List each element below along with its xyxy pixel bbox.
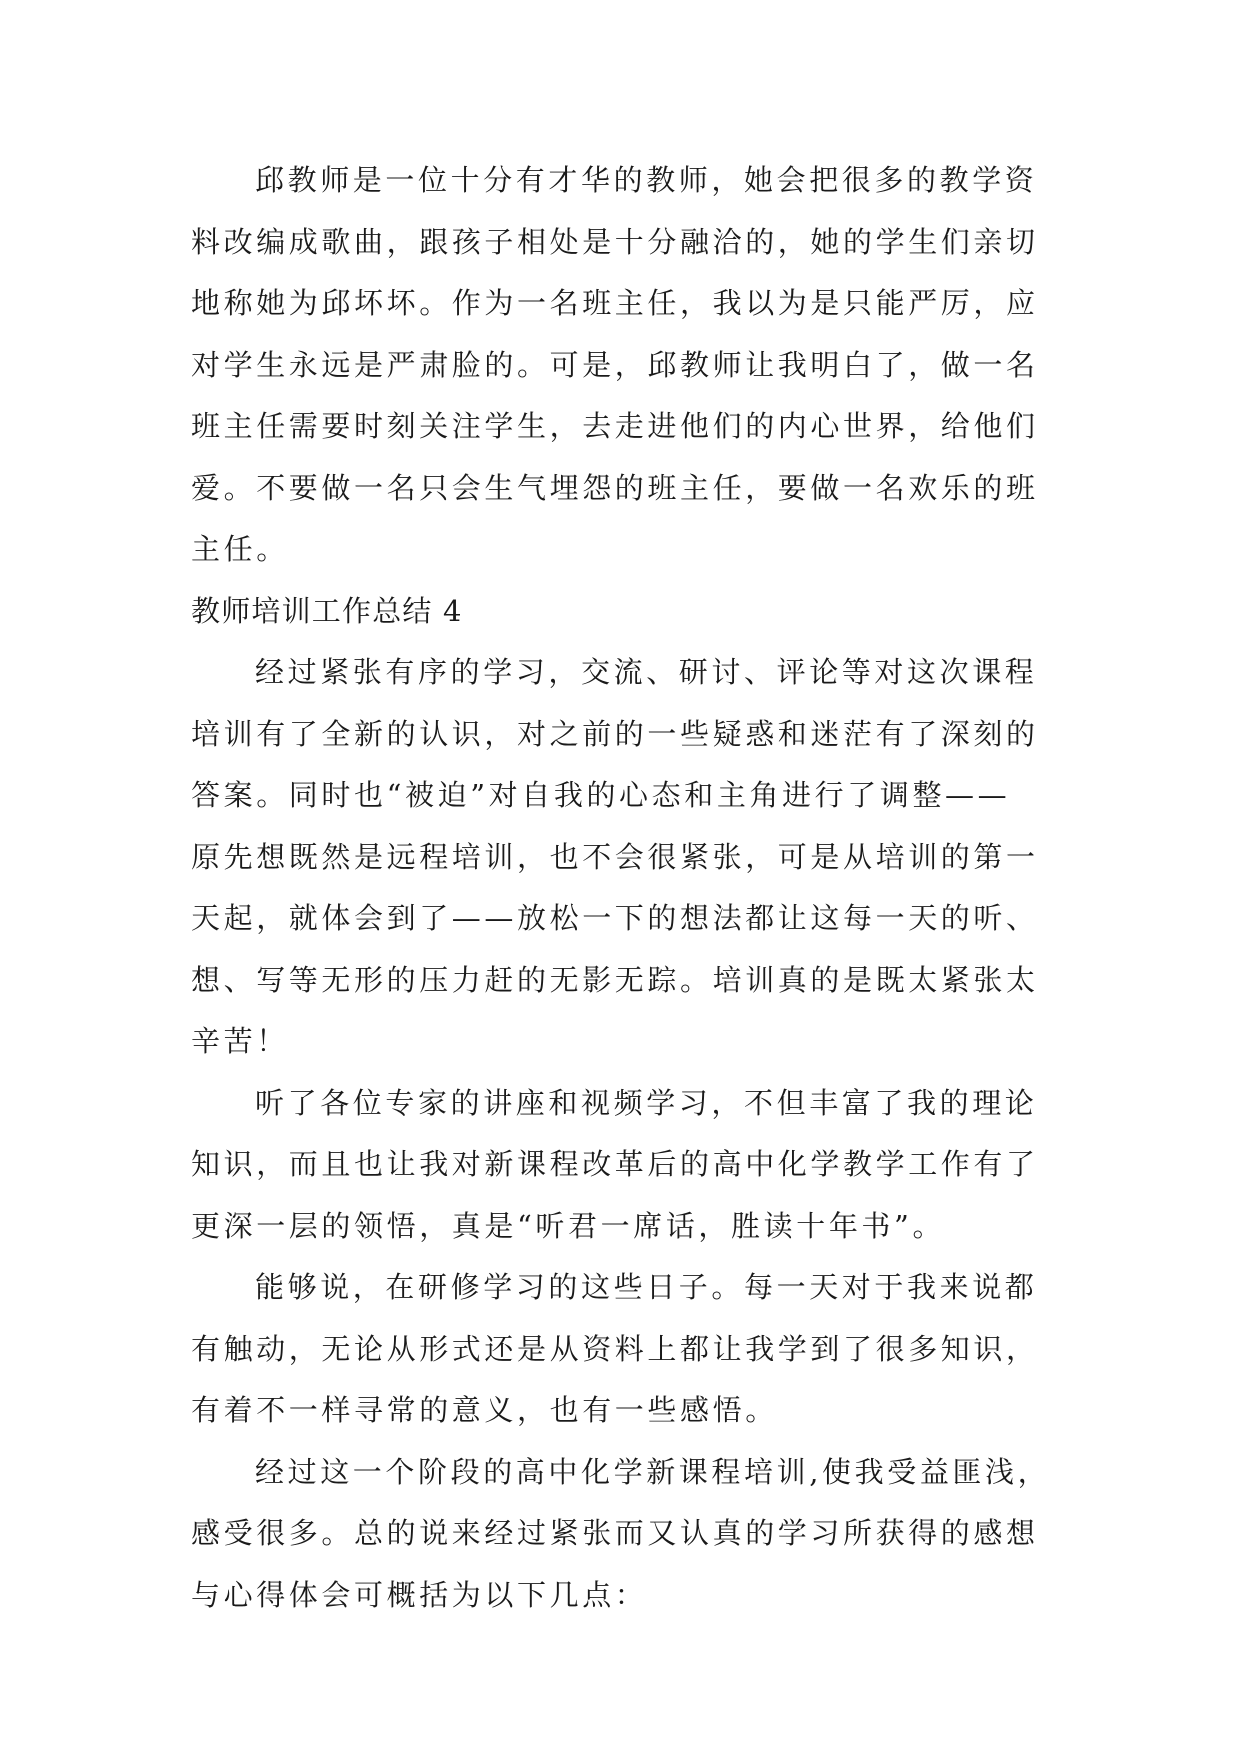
paragraph-line: 地称她为邱坏坏。作为一名班主任，我以为是只能严厉，应 bbox=[191, 286, 1039, 320]
paragraph-line: 更深一层的领悟，真是“听君一席话，胜读十年书”。 bbox=[191, 1208, 946, 1243]
paragraph-line: 经过这一个阶段的高中化学新课程培训,使我受益匪浅， bbox=[255, 1454, 1051, 1489]
document-body bbox=[191, 150, 1051, 1626]
paragraph-line: 原先想既然是远程培训，也不会很紧张，可是从培训的第一 bbox=[191, 839, 1039, 874]
paragraph-line: 邱教师是一位十分有才华的教师，她会把很多的教学资 bbox=[255, 163, 1038, 197]
paragraph-line: 与心得体会可概括为以下几点： bbox=[191, 1577, 648, 1612]
paragraph-line: 有着不一样寻常的意义，也有一些感悟。 bbox=[191, 1393, 778, 1427]
paragraph-line: 辛苦！ bbox=[191, 1024, 289, 1058]
paragraph-line: 爱。不要做一名只会生气埋怨的班主任，要做一名欢乐的班 bbox=[191, 470, 1039, 505]
paragraph-line: 感受很多。总的说来经过紧张而又认真的学习所获得的感想 bbox=[191, 1516, 1039, 1550]
paragraph-line: 答案。同时也“被迫”对自我的心态和主角进行了调整—— bbox=[191, 778, 1011, 812]
paragraph-line: 能够说，在研修学习的这些日子。每一天对于我来说都 bbox=[255, 1270, 1038, 1304]
paragraph-line: 主任。 bbox=[191, 532, 289, 566]
section-heading: 教师培训工作总结 4 bbox=[191, 593, 463, 628]
paragraph-line: 经过紧张有序的学习，交流、研讨、评论等对这次课程 bbox=[255, 655, 1038, 689]
paragraph-line: 听了各位专家的讲座和视频学习，不但丰富了我的理论 bbox=[255, 1085, 1038, 1120]
paragraph-line: 想、写等无形的压力赶的无影无踪。培训真的是既太紧张太 bbox=[191, 962, 1039, 997]
paragraph-line: 班主任需要时刻关注学生，去走进他们的内心世界，给他们 bbox=[191, 409, 1039, 443]
paragraph-line: 天起，就体会到了——放松一下的想法都让这每一天的听、 bbox=[191, 901, 1039, 935]
paragraph-line: 料改编成歌曲，跟孩子相处是十分融洽的，她的学生们亲切 bbox=[191, 224, 1039, 259]
paragraph-line: 知识，而且也让我对新课程改革后的高中化学教学工作有了 bbox=[191, 1147, 1039, 1181]
paragraph-line: 对学生永远是严肃脸的。可是，邱教师让我明白了，做一名 bbox=[191, 347, 1039, 382]
paragraph-line: 有触动，无论从形式还是从资料上都让我学到了很多知识， bbox=[191, 1331, 1039, 1366]
paragraph-line: 培训有了全新的认识，对之前的一些疑惑和迷茫有了深刻的 bbox=[191, 716, 1039, 751]
